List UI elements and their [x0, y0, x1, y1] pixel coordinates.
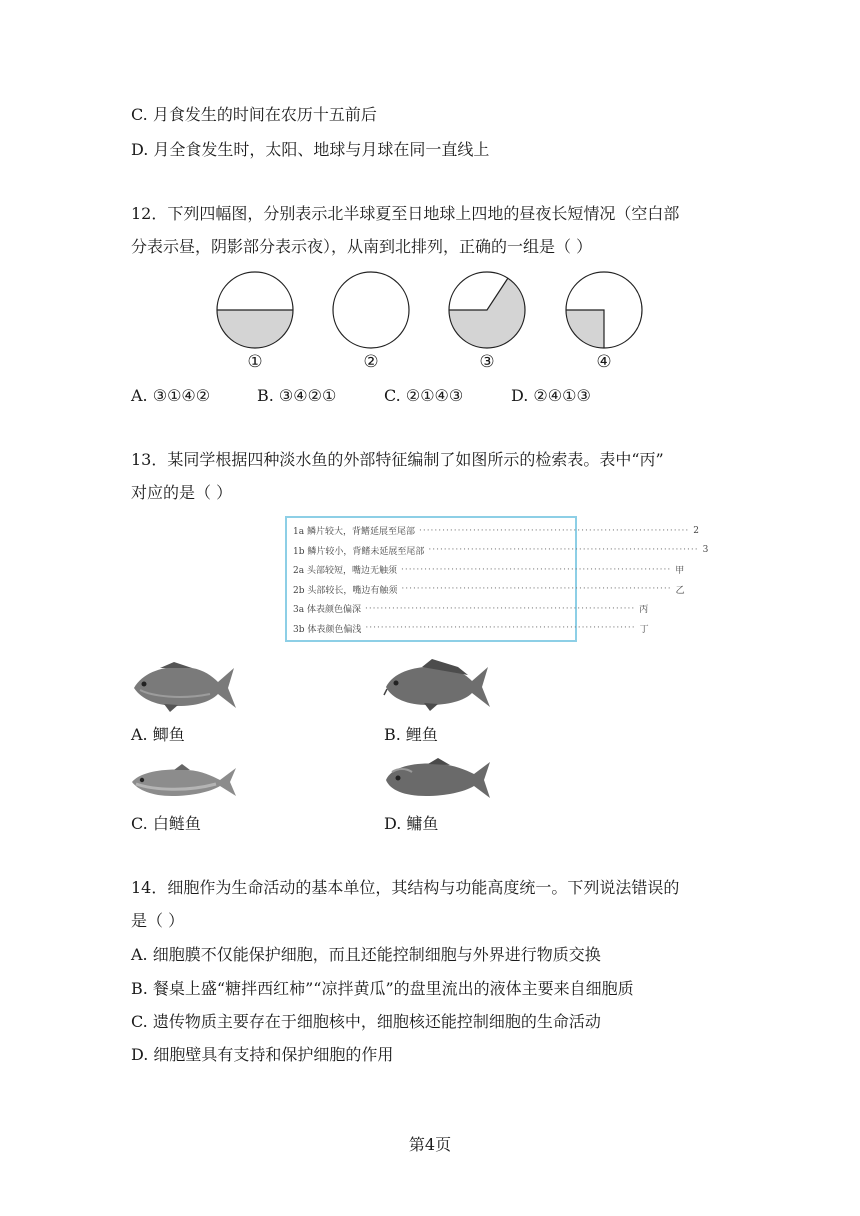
q13-option-a: A. 鲫鱼	[131, 725, 185, 744]
q13-option-c: C. 白鲢鱼	[131, 814, 201, 833]
circle-label-3: ③	[479, 352, 495, 372]
common-carp-image	[384, 657, 492, 711]
key-row-leader: ······································································	[418, 525, 690, 536]
key-row-result: 甲	[675, 566, 685, 577]
identification-key-table	[285, 516, 709, 642]
key-row-result: 2	[693, 525, 699, 536]
key-row-result: 乙	[675, 585, 685, 596]
key-row-text: 3a 体表颜色偏深	[293, 605, 361, 616]
key-row	[293, 619, 649, 639]
key-row-leader: ······································································	[364, 603, 636, 614]
q12-stem-line1: 12．下列四幅图，分别表示北半球夏至日地球上四地的昼夜长短情况（空白部	[131, 204, 680, 223]
key-row	[293, 599, 649, 619]
q12-option-a: A. ③①④②	[131, 386, 211, 405]
q14-stem-line2: 是（ ）	[131, 911, 185, 930]
day-night-circle-2	[331, 270, 411, 350]
key-row-text: 2a 头部较短，嘴边无触须	[293, 566, 397, 577]
key-row-text: 1a 鳞片较大，背鳍延展至尾部	[293, 527, 415, 538]
q12-stem-line2: 分表示昼，阴影部分表示夜），从南到北排列，正确的一组是（ ）	[131, 237, 593, 256]
page-number: 第4页	[408, 1135, 452, 1154]
q12-option-c: C. ②①④③	[384, 386, 464, 405]
key-row-result: 丁	[639, 624, 649, 635]
day-night-circle-4	[564, 270, 644, 350]
key-row	[293, 580, 685, 600]
q13-option-b: B. 鲤鱼	[384, 725, 438, 744]
key-row-text: 1b 鳞片较小，背鳍未延展至尾部	[293, 546, 425, 557]
q13-option-d: D. 鳙鱼	[384, 814, 439, 833]
q13-stem-line1: 13．某同学根据四种淡水鱼的外部特征编制了如图所示的检索表。表中“丙”	[131, 450, 664, 469]
key-row-leader: ······································································	[365, 623, 636, 634]
q11-option-d: D. 月全食发生时，太阳、地球与月球在同一直线上	[131, 140, 490, 159]
q13-stem-line2: 对应的是（ ）	[131, 483, 233, 502]
key-row-result: 3	[702, 545, 709, 556]
circle-label-1: ①	[247, 352, 263, 372]
q14-option-a: A. 细胞膜不仅能保护细胞，而且还能控制细胞与外界进行物质交换	[131, 945, 601, 964]
day-night-circle-3	[447, 270, 527, 350]
q14-stem-line1: 14．细胞作为生命活动的基本单位，其结构与功能高度统一。下列说法错误的	[131, 878, 680, 897]
q14-option-b: B. 餐桌上盛“糖拌西红柿”“凉拌黄瓜”的盘里流出的液体主要来自细胞质	[131, 979, 634, 998]
key-row	[293, 521, 699, 541]
q12-option-b: B. ③④②①	[257, 386, 337, 405]
key-row	[293, 560, 685, 580]
key-row-text: 3b 体表颜色偏浅	[293, 624, 362, 635]
q14-option-d: D. 细胞壁具有支持和保护细胞的作用	[131, 1045, 394, 1064]
key-row-result: 丙	[639, 605, 649, 616]
key-row-leader: ······································································	[400, 564, 672, 575]
crucian-carp-image	[130, 660, 238, 712]
day-night-circle-1	[215, 270, 295, 350]
key-row-leader: ······································································	[401, 584, 672, 595]
q14-option-c: C. 遗传物质主要存在于细胞核中，细胞核还能控制细胞的生命活动	[131, 1012, 601, 1031]
circle-label-4: ④	[596, 352, 612, 372]
silver-carp-image	[130, 764, 238, 800]
q12-option-d: D. ②④①③	[511, 386, 591, 405]
key-row	[293, 541, 709, 561]
bighead-carp-image	[384, 758, 492, 802]
circle-label-2: ②	[363, 352, 379, 372]
q11-option-c: C. 月食发生的时间在农历十五前后	[131, 105, 377, 124]
key-row-leader: ······································································	[428, 545, 699, 556]
key-row-text: 2b 头部较长，嘴边有触须	[293, 585, 398, 596]
